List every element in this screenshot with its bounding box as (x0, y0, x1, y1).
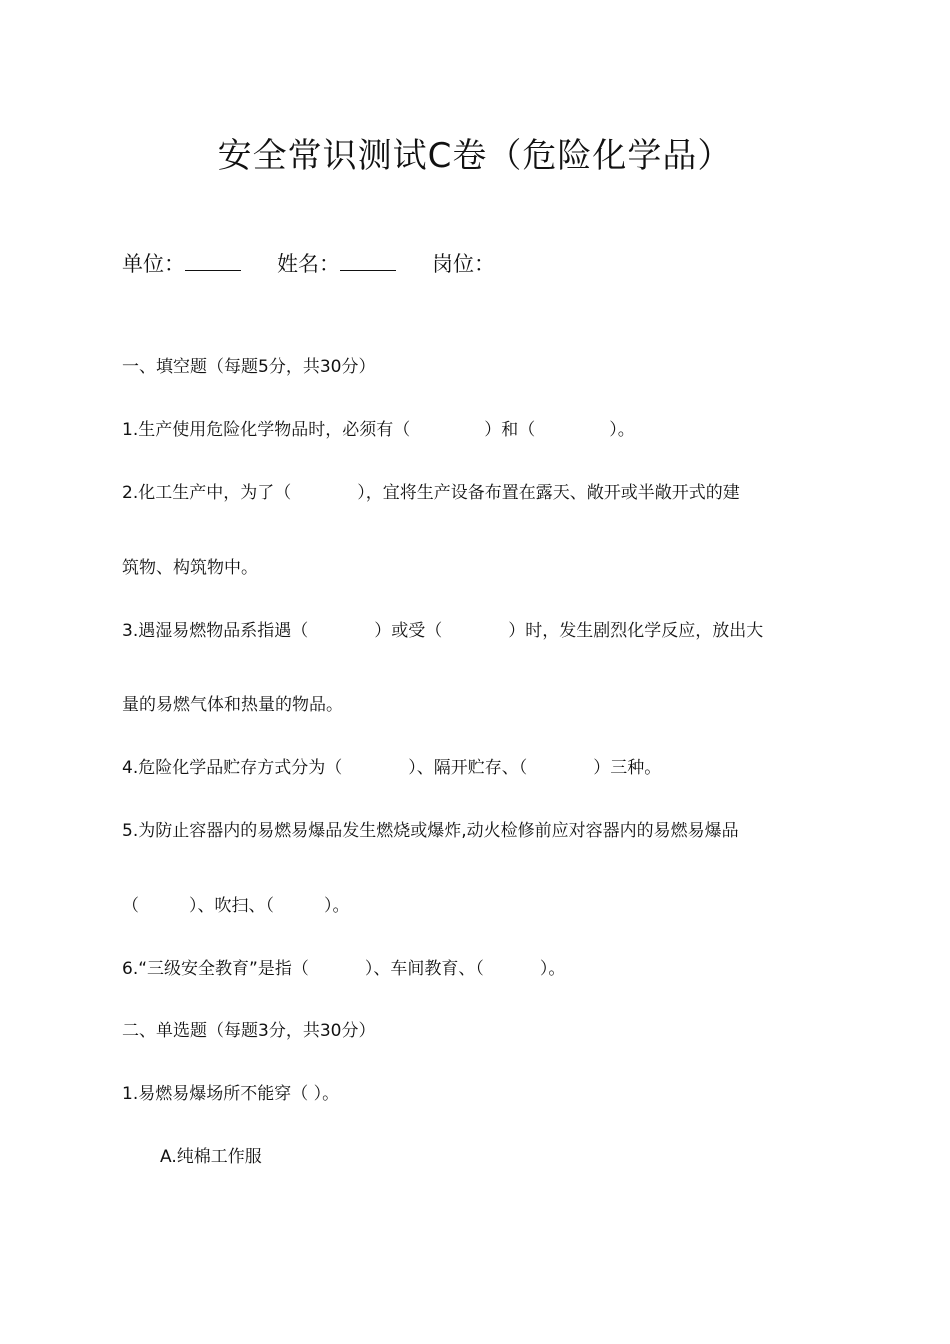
question-2-1: 1.易燃易爆场所不能穿（ ）。 (122, 1084, 340, 1104)
q1-5-part-c: ）、吹扫、（ (189, 896, 274, 916)
name-label: 姓名： (277, 252, 340, 276)
q1-1-part-b: ）和（ (484, 420, 536, 440)
info-line (122, 248, 495, 278)
q1-5-part-d: ）。 (324, 896, 350, 916)
q1-1-part-c: ）。 (609, 420, 635, 440)
q1-5-part-b: （ (122, 896, 139, 916)
page-title: 安全常识测试C卷（危险化学品） (217, 136, 733, 176)
question-1-3-cont: 量的易燃气体和热量的物品。 (122, 695, 343, 715)
question-1-3 (122, 616, 763, 641)
post-label: 岗位： (432, 252, 495, 276)
section2-heading: 二、单选题（每题3分，共30分） (122, 1021, 376, 1041)
q1-2-part-b: ），宜将生产设备布置在露天、敞开或半敞开式的建 (357, 483, 740, 503)
question-1-5-cont (122, 891, 350, 916)
q1-6-part-b: ）、车间教育、（ (364, 959, 484, 979)
question-1-6 (122, 954, 565, 979)
q1-3-part-c: ）时，发生剧烈化学反应，放出大 (508, 621, 764, 641)
q1-3-part-b: ）或受（ (374, 621, 443, 641)
q1-6-part-a: 6.“三级安全教育”是指（ (122, 959, 309, 979)
unit-blank[interactable] (185, 252, 241, 271)
q1-2-part-a: 2.化工生产中，为了（ (122, 483, 292, 503)
q1-3-part-a: 3.遇湿易燃物品系指遇（ (122, 621, 309, 641)
section1-heading: 一、填空题（每题5分，共30分） (122, 357, 376, 377)
question-2-1-option-a[interactable]: A.纯棉工作服 (160, 1147, 262, 1167)
question-1-2 (122, 478, 740, 503)
q1-4-part-c: ）三种。 (593, 758, 662, 778)
q1-4-part-a: 4.危险化学品贮存方式分为（ (122, 758, 343, 778)
q1-6-part-c: ）。 (539, 959, 566, 979)
q1-1-part-a: 1.生产使用危险化学物品时，必须有（ (122, 420, 411, 440)
name-blank[interactable] (340, 252, 396, 271)
question-1-4 (122, 753, 661, 778)
question-1-1 (122, 415, 635, 440)
question-1-5: 5.为防止容器内的易燃易爆品发生燃烧或爆炸,动火检修前应对容器内的易燃易爆品 (122, 821, 739, 841)
unit-label: 单位： (122, 252, 185, 276)
question-1-2-cont: 筑物、构筑物中。 (122, 558, 258, 578)
q1-4-part-b: ）、隔开贮存、（ (408, 758, 528, 778)
